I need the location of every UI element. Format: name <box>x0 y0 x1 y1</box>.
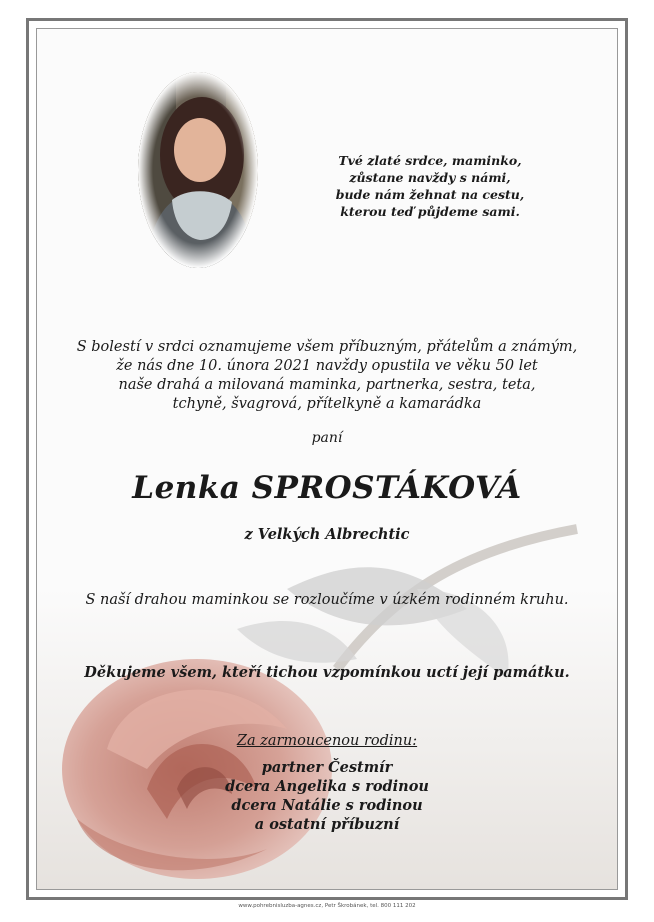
announcement-text <box>60 338 594 414</box>
portrait-photo <box>136 70 260 270</box>
announcement-line: S bolestí v srdci oznamujeme všem příbuzným, přátelům a známým, <box>76 339 578 355</box>
deceased-name: Lenka SPROSTÁKOVÁ <box>132 470 522 506</box>
announcement-line: naše drahá a milovaná maminka, partnerka, sestra, teta, <box>118 377 536 393</box>
mourner-name: a ostatní příbuzní <box>254 816 400 833</box>
mourners-title: Za zarmoucenou rodinu: <box>236 733 418 749</box>
farewell-text: S naší drahou maminkou se rozloučíme v úzkém rodinném kruhu. <box>85 592 569 608</box>
poem-line: kterou teď půjdeme sami. <box>340 204 520 219</box>
announcement-line: tchyně, švagrová, přítelkyně a kamarádka <box>172 396 482 412</box>
poem-line: Tvé zlaté srdce, maminko, <box>338 153 522 168</box>
poem-line: bude nám žehnat na cestu, <box>335 187 525 202</box>
mourner-name: dcera Natálie s rodinou <box>231 797 423 814</box>
mourner-name: partner Čestmír <box>261 759 393 776</box>
announcement-line: že nás dne 10. února 2021 navždy opustila ve věku 50 let <box>116 358 538 374</box>
mourners-list <box>0 758 654 834</box>
salutation: paní <box>311 430 343 446</box>
thanks-text: Děkujeme všem, kteří tichou vzpomínkou uctí její památku. <box>84 664 570 681</box>
footer-credit: www.pohrebnisluzba-agnes.cz, Petr Škrobánek, tel. 800 111 202 <box>238 903 416 909</box>
poem <box>300 152 560 220</box>
origin-text: z Velkých Albrechtic <box>244 526 410 543</box>
poem-line: zůstane navždy s námi, <box>349 170 511 185</box>
mourner-name: dcera Angelika s rodinou <box>225 778 429 795</box>
